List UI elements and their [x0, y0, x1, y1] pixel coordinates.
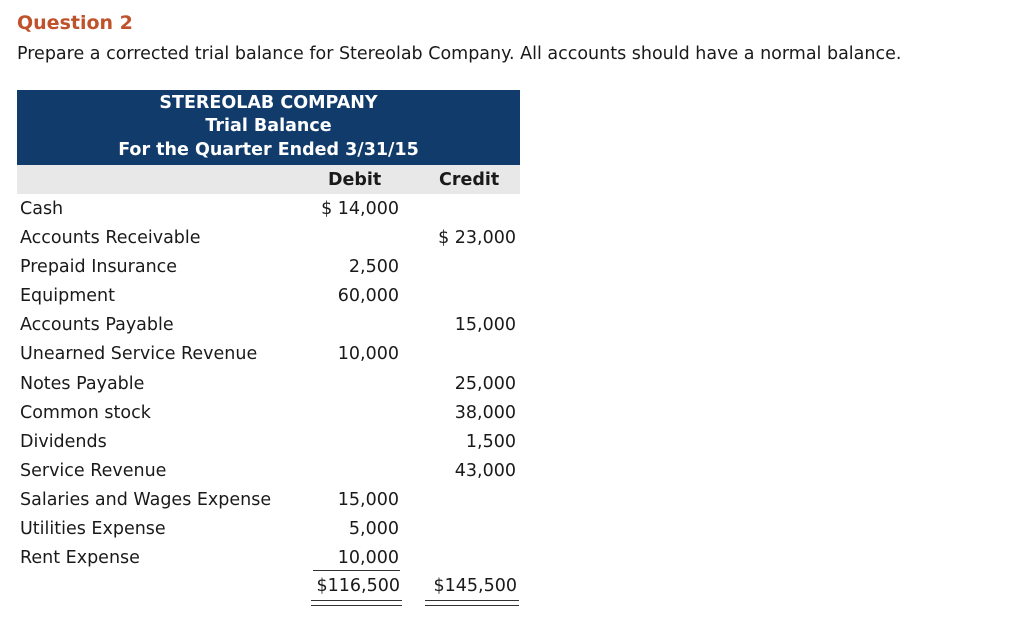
- debit-amount: 5,000: [348, 519, 399, 540]
- debit-amount: 10,000: [337, 344, 399, 365]
- account-name: Service Revenue: [20, 460, 167, 481]
- table-row: [17, 514, 520, 543]
- company-name: STEREOLAB COMPANY: [159, 93, 378, 113]
- account-name: Accounts Payable: [20, 315, 174, 336]
- credit-amount: 38,000: [454, 402, 516, 423]
- account-name: Unearned Service Revenue: [20, 344, 258, 365]
- credit-column-header: Credit: [439, 170, 500, 190]
- debit-amount: 15,000: [337, 489, 399, 510]
- table-row: [17, 281, 520, 310]
- credit-amount: 15,000: [454, 315, 516, 336]
- account-name: Rent Expense: [20, 548, 140, 569]
- account-name: Cash: [20, 199, 64, 219]
- credit-total-double-underline: [425, 600, 519, 606]
- debit-amount: $ 14,000: [321, 199, 399, 219]
- subtotal-underline: [313, 570, 400, 571]
- credit-amount: 25,000: [454, 373, 516, 394]
- table-row: [17, 223, 520, 252]
- column-header-row: [17, 165, 520, 194]
- account-rows: [17, 194, 520, 572]
- account-name: Salaries and Wages Expense: [20, 489, 272, 510]
- table-row: [17, 369, 520, 398]
- table-row: [17, 485, 520, 514]
- table-row: [17, 252, 520, 281]
- table-row: [17, 427, 520, 456]
- account-name: Utilities Expense: [20, 519, 166, 540]
- credit-total: $145,500: [433, 576, 517, 597]
- credit-amount: 43,000: [454, 460, 516, 481]
- account-name: Notes Payable: [20, 373, 145, 394]
- table-row: [17, 456, 520, 485]
- debit-column-header: Debit: [328, 170, 382, 190]
- account-name: Accounts Receivable: [20, 228, 201, 249]
- debit-amount: 60,000: [337, 286, 399, 307]
- debit-amount: 2,500: [348, 257, 399, 278]
- table-row: [17, 543, 520, 572]
- statement-name: Trial Balance: [205, 116, 332, 136]
- table-row: [17, 194, 520, 223]
- debit-amount: 10,000: [337, 548, 399, 569]
- trial-balance-table: [17, 90, 520, 607]
- credit-amount: $ 23,000: [438, 228, 516, 249]
- credit-amount: 1,500: [465, 431, 516, 452]
- table-header: [17, 90, 520, 165]
- account-name: Prepaid Insurance: [20, 257, 178, 278]
- question-title: Question 2: [17, 12, 133, 34]
- debit-total-double-underline: [311, 600, 402, 606]
- question-prompt: Prepare a corrected trial balance for Stereolab Company. All accounts should have a normal balance.: [17, 44, 902, 64]
- table-row: [17, 339, 520, 368]
- debit-total: $116,500: [316, 576, 400, 597]
- table-row: [17, 310, 520, 339]
- totals-row: [17, 572, 520, 607]
- account-name: Dividends: [20, 431, 107, 452]
- account-name: Common stock: [20, 402, 151, 423]
- statement-period: For the Quarter Ended 3/31/15: [118, 140, 419, 160]
- table-row: [17, 398, 520, 427]
- account-name: Equipment: [20, 286, 115, 307]
